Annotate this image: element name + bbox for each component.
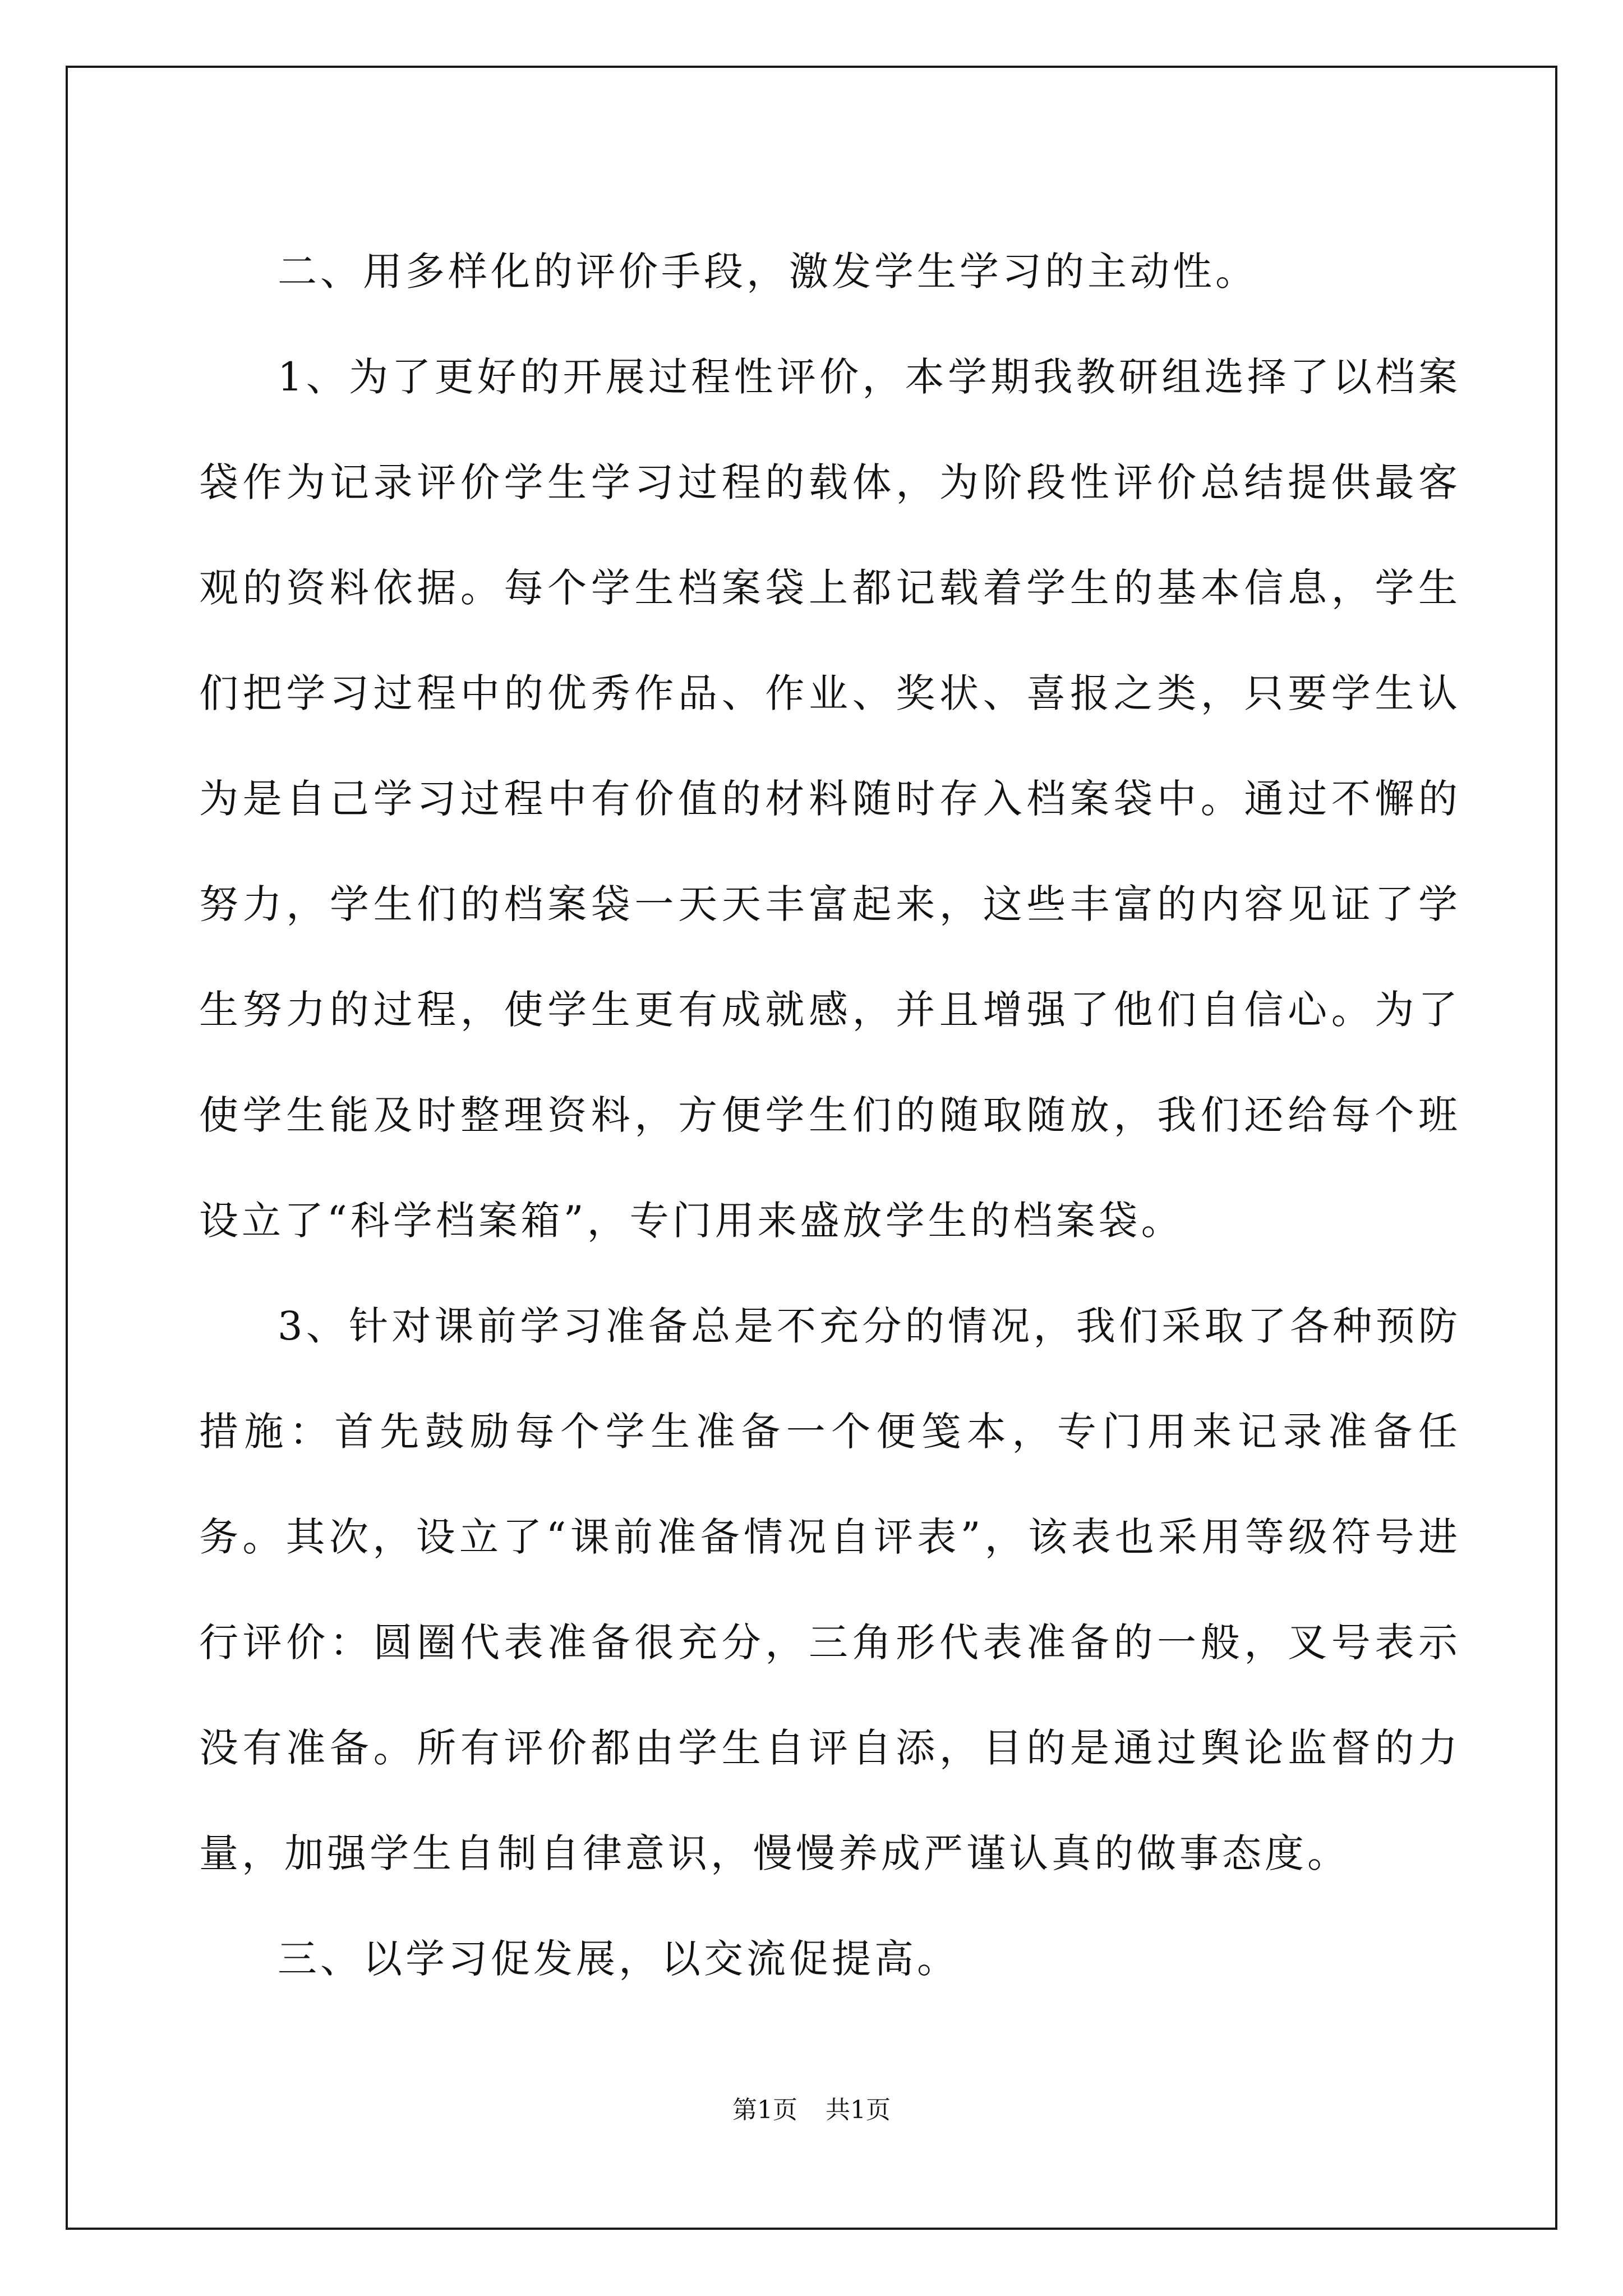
paragraph-item-one: 1、为了更好的开展过程性评价，本学期我教研组选择了以档案袋作为记录评价学生学习过程的载体，为阶段性评价总结提供最客观的资料依据。每个学生档案袋上都记载着学生的基本信息，学生们把学习过程中的优秀作品、作业、奖状、喜报之类，只要学生认为是自己学习过程中有价值的材料随时存入档案袋中。通过不懈的努力，学生们的档案袋一天天丰富起来，这些丰富的内容见证了学生努力的过程，使学生更有成就感，并且增强了他们自信心。为了使学生能及时整理资料，方便学生们的随取随放，我们还给每个班设立了“科学档案箱”，专门用来盛放学生的档案袋。: [199, 354, 1461, 1244]
paragraph-heading-two: 二、用多样化的评价手段，激发学生学习的主动性。: [278, 249, 1258, 295]
document-body: [199, 219, 1461, 2012]
paragraph-heading-three: 三、以学习促发展，以交流促提高。: [278, 1936, 960, 1982]
page-number: 第1页: [732, 2096, 797, 2124]
paragraph-item-three: 3、针对课前学习准备总是不充分的情况，我们采取了各种预防措施：首先鼓励每个学生准备一个便笺本，专门用来记录准备任务。其次，设立了“课前准备情况自评表”，该表也采用等级符号进行评价：圆圈代表准备很充分，三角形代表准备的一般，叉号表示没有准备。所有评价都由学生自评自添，目的是通过舆论监督的力量，加强学生自制自律意识，慢慢养成严谨认真的做事态度。: [199, 1303, 1461, 1876]
page-total: 共1页: [826, 2096, 891, 2124]
page-footer: [0, 2090, 1623, 2125]
